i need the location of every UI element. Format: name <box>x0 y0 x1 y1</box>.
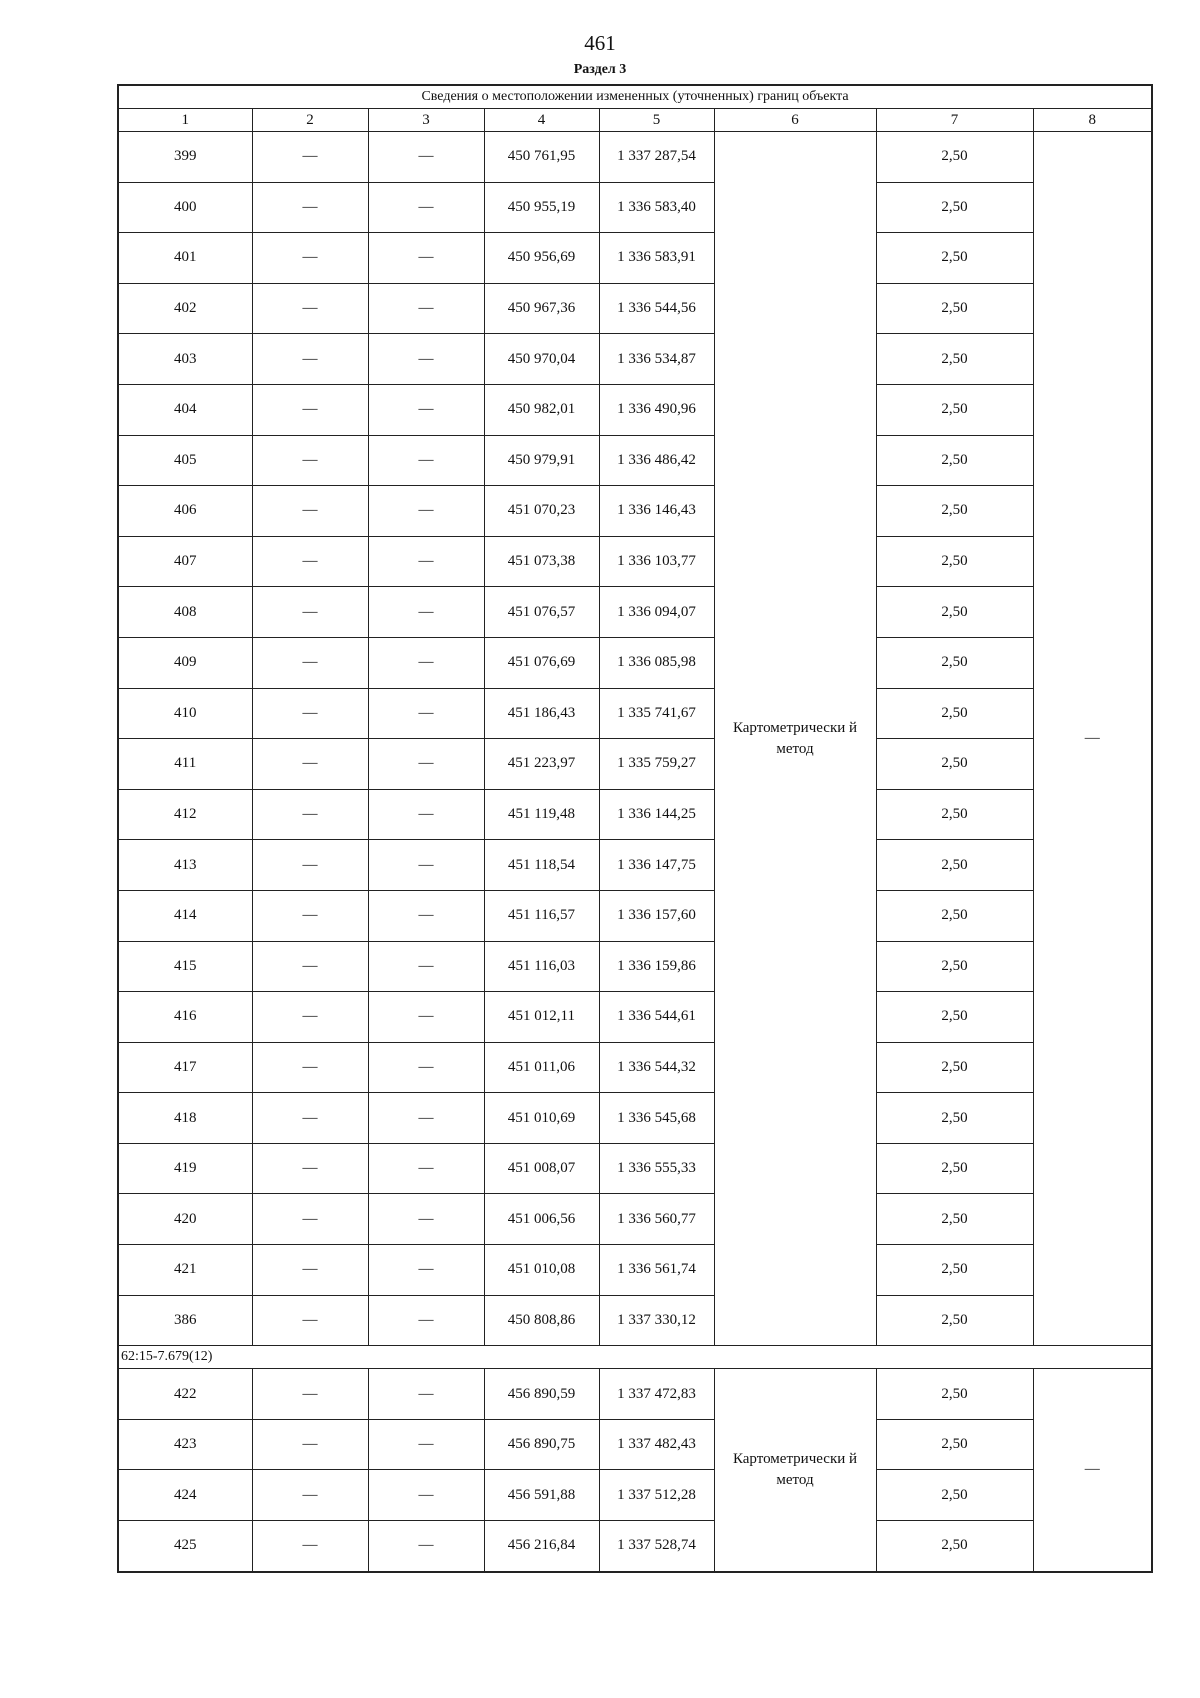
y-coordinate-cell: 1 336 147,75 <box>599 840 714 891</box>
accuracy-cell: 2,50 <box>876 182 1033 233</box>
table-row <box>118 1470 1152 1521</box>
y-coordinate-cell: 1 336 159,86 <box>599 941 714 992</box>
y-coordinate-cell: 1 336 157,60 <box>599 890 714 941</box>
table-caption: Сведения о местоположении измененных (уточненных) границ объекта <box>118 85 1152 109</box>
old-x-cell: — <box>252 1521 368 1572</box>
old-y-cell: — <box>368 1295 484 1346</box>
old-x-cell: — <box>252 182 368 233</box>
point-number-cell: 402 <box>118 283 252 334</box>
point-number-cell: 407 <box>118 536 252 587</box>
old-x-cell: — <box>252 1419 368 1470</box>
point-number-cell: 418 <box>118 1093 252 1144</box>
old-y-cell: — <box>368 486 484 537</box>
y-coordinate-cell: 1 337 330,12 <box>599 1295 714 1346</box>
old-x-cell: — <box>252 1143 368 1194</box>
old-y-cell: — <box>368 182 484 233</box>
accuracy-cell: 2,50 <box>876 536 1033 587</box>
method-cell: Картометрически й метод <box>714 132 876 1346</box>
column-header-4: 4 <box>484 109 599 132</box>
accuracy-cell: 2,50 <box>876 941 1033 992</box>
point-number-cell: 401 <box>118 233 252 284</box>
description-cell: — <box>1033 132 1152 1346</box>
old-x-cell: — <box>252 992 368 1043</box>
point-number-cell: 425 <box>118 1521 252 1572</box>
point-number-cell: 409 <box>118 637 252 688</box>
point-number-cell: 419 <box>118 1143 252 1194</box>
old-x-cell: — <box>252 486 368 537</box>
y-coordinate-cell: 1 336 545,68 <box>599 1093 714 1144</box>
x-coordinate-cell: 456 591,88 <box>484 1470 599 1521</box>
old-y-cell: — <box>368 1470 484 1521</box>
y-coordinate-cell: 1 337 482,43 <box>599 1419 714 1470</box>
column-header-5: 5 <box>599 109 714 132</box>
point-number-cell: 423 <box>118 1419 252 1470</box>
accuracy-cell: 2,50 <box>876 1093 1033 1144</box>
table-row <box>118 384 1152 435</box>
table-row <box>118 1093 1152 1144</box>
y-coordinate-cell: 1 336 560,77 <box>599 1194 714 1245</box>
point-number-cell: 411 <box>118 739 252 790</box>
x-coordinate-cell: 451 070,23 <box>484 486 599 537</box>
column-header-6: 6 <box>714 109 876 132</box>
point-number-cell: 403 <box>118 334 252 385</box>
old-x-cell: — <box>252 1245 368 1296</box>
old-x-cell: — <box>252 1194 368 1245</box>
table-body <box>118 132 1152 1572</box>
y-coordinate-cell: 1 336 534,87 <box>599 334 714 385</box>
boundary-coordinates-table <box>117 84 1153 1573</box>
old-y-cell: — <box>368 435 484 486</box>
old-y-cell: — <box>368 1245 484 1296</box>
accuracy-cell: 2,50 <box>876 132 1033 183</box>
y-coordinate-cell: 1 337 528,74 <box>599 1521 714 1572</box>
table-row <box>118 1042 1152 1093</box>
x-coordinate-cell: 451 186,43 <box>484 688 599 739</box>
table-row <box>118 587 1152 638</box>
section-title: Раздел 3 <box>573 62 627 77</box>
point-number-cell: 416 <box>118 992 252 1043</box>
x-coordinate-cell: 451 008,07 <box>484 1143 599 1194</box>
table-row <box>118 1295 1152 1346</box>
accuracy-cell: 2,50 <box>876 637 1033 688</box>
column-header-7: 7 <box>876 109 1033 132</box>
table-row <box>118 1143 1152 1194</box>
table-row <box>118 1245 1152 1296</box>
table-row <box>118 941 1152 992</box>
old-x-cell: — <box>252 334 368 385</box>
point-number-cell: 412 <box>118 789 252 840</box>
point-number-cell: 408 <box>118 587 252 638</box>
old-x-cell: — <box>252 132 368 183</box>
old-x-cell: — <box>252 587 368 638</box>
y-coordinate-cell: 1 336 085,98 <box>599 637 714 688</box>
point-number-cell: 422 <box>118 1369 252 1420</box>
y-coordinate-cell: 1 336 103,77 <box>599 536 714 587</box>
old-x-cell: — <box>252 1295 368 1346</box>
x-coordinate-cell: 450 808,86 <box>484 1295 599 1346</box>
old-x-cell: — <box>252 1042 368 1093</box>
accuracy-cell: 2,50 <box>876 1419 1033 1470</box>
x-coordinate-cell: 451 118,54 <box>484 840 599 891</box>
table-row <box>118 182 1152 233</box>
point-number-cell: 399 <box>118 132 252 183</box>
x-coordinate-cell: 450 979,91 <box>484 435 599 486</box>
accuracy-cell: 2,50 <box>876 688 1033 739</box>
table-row <box>118 1419 1152 1470</box>
old-y-cell: — <box>368 688 484 739</box>
table-row <box>118 637 1152 688</box>
y-coordinate-cell: 1 336 555,33 <box>599 1143 714 1194</box>
point-number-cell: 404 <box>118 384 252 435</box>
point-number-cell: 420 <box>118 1194 252 1245</box>
y-coordinate-cell: 1 336 544,56 <box>599 283 714 334</box>
accuracy-cell: 2,50 <box>876 840 1033 891</box>
y-coordinate-cell: 1 336 486,42 <box>599 435 714 486</box>
accuracy-cell: 2,50 <box>876 1245 1033 1296</box>
old-x-cell: — <box>252 1093 368 1144</box>
table-row <box>118 1521 1152 1572</box>
accuracy-cell: 2,50 <box>876 1369 1033 1420</box>
column-header-row <box>118 109 1152 132</box>
y-coordinate-cell: 1 336 561,74 <box>599 1245 714 1296</box>
point-number-cell: 413 <box>118 840 252 891</box>
table-row <box>118 132 1152 183</box>
point-number-cell: 386 <box>118 1295 252 1346</box>
old-x-cell: — <box>252 789 368 840</box>
table-row <box>118 1369 1152 1420</box>
old-y-cell: — <box>368 233 484 284</box>
accuracy-cell: 2,50 <box>876 1042 1033 1093</box>
old-x-cell: — <box>252 840 368 891</box>
accuracy-cell: 2,50 <box>876 1194 1033 1245</box>
old-x-cell: — <box>252 637 368 688</box>
x-coordinate-cell: 451 006,56 <box>484 1194 599 1245</box>
accuracy-cell: 2,50 <box>876 384 1033 435</box>
old-y-cell: — <box>368 992 484 1043</box>
old-x-cell: — <box>252 890 368 941</box>
old-y-cell: — <box>368 334 484 385</box>
point-number-cell: 415 <box>118 941 252 992</box>
point-number-cell: 417 <box>118 1042 252 1093</box>
accuracy-cell: 2,50 <box>876 739 1033 790</box>
x-coordinate-cell: 450 956,69 <box>484 233 599 284</box>
y-coordinate-cell: 1 335 759,27 <box>599 739 714 790</box>
old-x-cell: — <box>252 1470 368 1521</box>
old-y-cell: — <box>368 1521 484 1572</box>
accuracy-cell: 2,50 <box>876 1143 1033 1194</box>
accuracy-cell: 2,50 <box>876 992 1033 1043</box>
old-x-cell: — <box>252 536 368 587</box>
x-coordinate-cell: 451 116,03 <box>484 941 599 992</box>
y-coordinate-cell: 1 336 094,07 <box>599 587 714 638</box>
method-cell: Картометрически й метод <box>714 1369 876 1572</box>
x-coordinate-cell: 451 010,08 <box>484 1245 599 1296</box>
column-header-3: 3 <box>368 109 484 132</box>
accuracy-cell: 2,50 <box>876 1470 1033 1521</box>
accuracy-cell: 2,50 <box>876 283 1033 334</box>
y-coordinate-cell: 1 336 144,25 <box>599 789 714 840</box>
column-header-1: 1 <box>118 109 252 132</box>
x-coordinate-cell: 451 073,38 <box>484 536 599 587</box>
table-row <box>118 840 1152 891</box>
point-number-cell: 410 <box>118 688 252 739</box>
y-coordinate-cell: 1 336 490,96 <box>599 384 714 435</box>
x-coordinate-cell: 450 761,95 <box>484 132 599 183</box>
old-y-cell: — <box>368 789 484 840</box>
old-y-cell: — <box>368 1369 484 1420</box>
accuracy-cell: 2,50 <box>876 1521 1033 1572</box>
x-coordinate-cell: 456 216,84 <box>484 1521 599 1572</box>
table-row <box>118 890 1152 941</box>
old-y-cell: — <box>368 890 484 941</box>
x-coordinate-cell: 450 967,36 <box>484 283 599 334</box>
old-y-cell: — <box>368 132 484 183</box>
table-row <box>118 486 1152 537</box>
old-y-cell: — <box>368 1042 484 1093</box>
old-y-cell: — <box>368 1194 484 1245</box>
old-x-cell: — <box>252 941 368 992</box>
y-coordinate-cell: 1 337 287,54 <box>599 132 714 183</box>
table-row <box>118 334 1152 385</box>
table-row <box>118 992 1152 1043</box>
accuracy-cell: 2,50 <box>876 435 1033 486</box>
column-header-8: 8 <box>1033 109 1152 132</box>
x-coordinate-cell: 456 890,75 <box>484 1419 599 1470</box>
x-coordinate-cell: 451 011,06 <box>484 1042 599 1093</box>
table-row <box>118 688 1152 739</box>
x-coordinate-cell: 450 955,19 <box>484 182 599 233</box>
y-coordinate-cell: 1 336 583,91 <box>599 233 714 284</box>
y-coordinate-cell: 1 337 512,28 <box>599 1470 714 1521</box>
page-number: 461 <box>584 31 616 55</box>
table-row <box>118 233 1152 284</box>
old-y-cell: — <box>368 840 484 891</box>
old-y-cell: — <box>368 1143 484 1194</box>
y-coordinate-cell: 1 336 583,40 <box>599 182 714 233</box>
table-row <box>118 435 1152 486</box>
old-y-cell: — <box>368 941 484 992</box>
y-coordinate-cell: 1 335 741,67 <box>599 688 714 739</box>
x-coordinate-cell: 451 223,97 <box>484 739 599 790</box>
accuracy-cell: 2,50 <box>876 233 1033 284</box>
description-cell: — <box>1033 1369 1152 1572</box>
old-y-cell: — <box>368 1093 484 1144</box>
old-x-cell: — <box>252 233 368 284</box>
group-label: 62:15-7.679(12) <box>118 1346 1152 1369</box>
old-y-cell: — <box>368 1419 484 1470</box>
old-x-cell: — <box>252 739 368 790</box>
accuracy-cell: 2,50 <box>876 890 1033 941</box>
point-number-cell: 400 <box>118 182 252 233</box>
x-coordinate-cell: 451 076,69 <box>484 637 599 688</box>
old-x-cell: — <box>252 435 368 486</box>
old-x-cell: — <box>252 283 368 334</box>
point-number-cell: 414 <box>118 890 252 941</box>
x-coordinate-cell: 450 970,04 <box>484 334 599 385</box>
x-coordinate-cell: 451 119,48 <box>484 789 599 840</box>
point-number-cell: 421 <box>118 1245 252 1296</box>
table-row <box>118 739 1152 790</box>
accuracy-cell: 2,50 <box>876 587 1033 638</box>
old-y-cell: — <box>368 283 484 334</box>
point-number-cell: 424 <box>118 1470 252 1521</box>
old-x-cell: — <box>252 688 368 739</box>
x-coordinate-cell: 451 010,69 <box>484 1093 599 1144</box>
old-y-cell: — <box>368 739 484 790</box>
group-label-row <box>118 1346 1152 1369</box>
x-coordinate-cell: 456 890,59 <box>484 1369 599 1420</box>
table-row <box>118 283 1152 334</box>
old-x-cell: — <box>252 1369 368 1420</box>
y-coordinate-cell: 1 336 544,61 <box>599 992 714 1043</box>
table-row <box>118 536 1152 587</box>
accuracy-cell: 2,50 <box>876 334 1033 385</box>
old-y-cell: — <box>368 637 484 688</box>
old-y-cell: — <box>368 587 484 638</box>
table-row <box>118 789 1152 840</box>
x-coordinate-cell: 451 012,11 <box>484 992 599 1043</box>
old-y-cell: — <box>368 384 484 435</box>
old-x-cell: — <box>252 384 368 435</box>
column-header-2: 2 <box>252 109 368 132</box>
accuracy-cell: 2,50 <box>876 789 1033 840</box>
old-y-cell: — <box>368 536 484 587</box>
point-number-cell: 406 <box>118 486 252 537</box>
point-number-cell: 405 <box>118 435 252 486</box>
accuracy-cell: 2,50 <box>876 486 1033 537</box>
table-row <box>118 1194 1152 1245</box>
y-coordinate-cell: 1 336 146,43 <box>599 486 714 537</box>
x-coordinate-cell: 451 076,57 <box>484 587 599 638</box>
y-coordinate-cell: 1 337 472,83 <box>599 1369 714 1420</box>
x-coordinate-cell: 450 982,01 <box>484 384 599 435</box>
accuracy-cell: 2,50 <box>876 1295 1033 1346</box>
x-coordinate-cell: 451 116,57 <box>484 890 599 941</box>
y-coordinate-cell: 1 336 544,32 <box>599 1042 714 1093</box>
